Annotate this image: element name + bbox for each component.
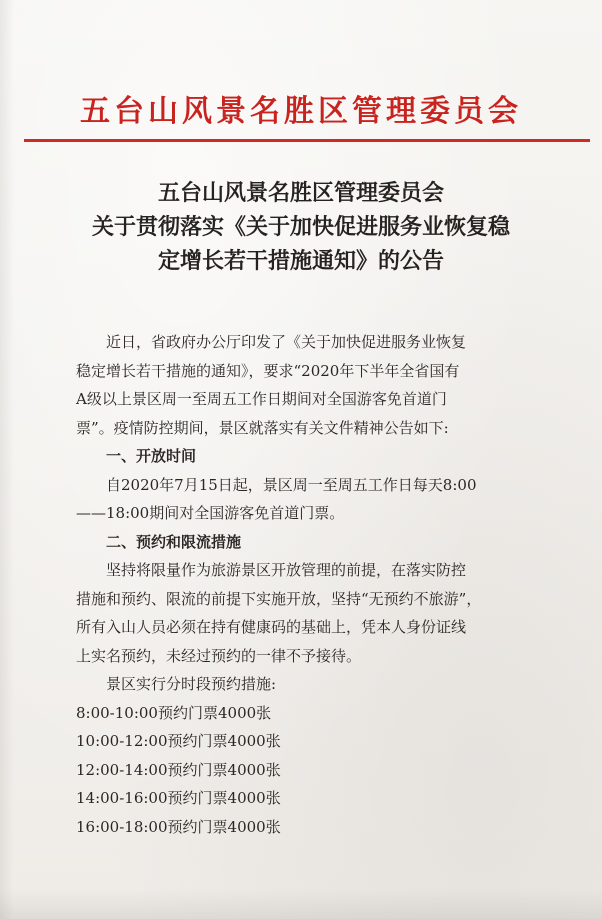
letterhead-red-rule xyxy=(24,139,590,142)
notice-title xyxy=(30,176,572,278)
section2-line: 所有入山人员必须在持有健康码的基础上，凭本人身份证线 xyxy=(76,618,467,636)
section1-line: ——18:00期间对全国游客免首道门票。 xyxy=(76,504,345,522)
intro-line: 票”。疫情防控期间，景区就落实有关文件精神公告如下: xyxy=(76,418,449,437)
intro-line: 稳定增长若干措施的通知》，要求“2020年下半年全省国有 xyxy=(76,361,460,380)
section2-line: 措施和预约、限流的前提下实施开放，坚持“无预约不旅游”， xyxy=(76,589,482,608)
section2-line: 上实名预约，未经过预约的一律不予接待。 xyxy=(76,646,362,665)
letterhead-org-name: 五台山风景名胜区管理委员会 xyxy=(80,94,522,129)
section1-line: 自2020年7月15日起，景区周一至周五工作日每天8:00 xyxy=(106,475,477,494)
notice-title-line-2: 关于贯彻落实《关于加快促进服务业恢复稳 xyxy=(91,214,510,240)
schedule-intro: 景区实行分时段预约措施: xyxy=(106,675,277,693)
schedule-slot: 8:00-10:00预约门票4000张 xyxy=(76,703,272,722)
schedule-slot: 12:00-14:00预约门票4000张 xyxy=(76,760,281,779)
schedule-slot: 10:00-12:00预约门票4000张 xyxy=(76,732,281,750)
page-shadow-bottom xyxy=(0,889,602,919)
section-heading-opening-hours: 一、开放时间 xyxy=(106,447,197,465)
intro-line: 近日，省政府办公厅印发了《关于加快促进服务业恢复 xyxy=(106,333,467,351)
notice-title-line-1: 五台山风景名胜区管理委员会 xyxy=(157,180,444,206)
schedule-slot: 16:00-18:00预约门票4000张 xyxy=(76,817,281,836)
schedule-slot: 14:00-16:00预约门票4000张 xyxy=(76,789,281,807)
page-shadow-left xyxy=(0,0,14,919)
notice-title-line-3: 定增长若干措施通知》的公告 xyxy=(157,248,444,274)
section-heading-reservation: 二、预约和限流措施 xyxy=(106,532,242,551)
notice-body xyxy=(76,328,576,841)
intro-line: A级以上景区周一至周五工作日期间对全国游客免首道门 xyxy=(76,390,447,408)
section2-line: 坚持将限量作为旅游景区开放管理的前提，在落实防控 xyxy=(106,561,467,579)
